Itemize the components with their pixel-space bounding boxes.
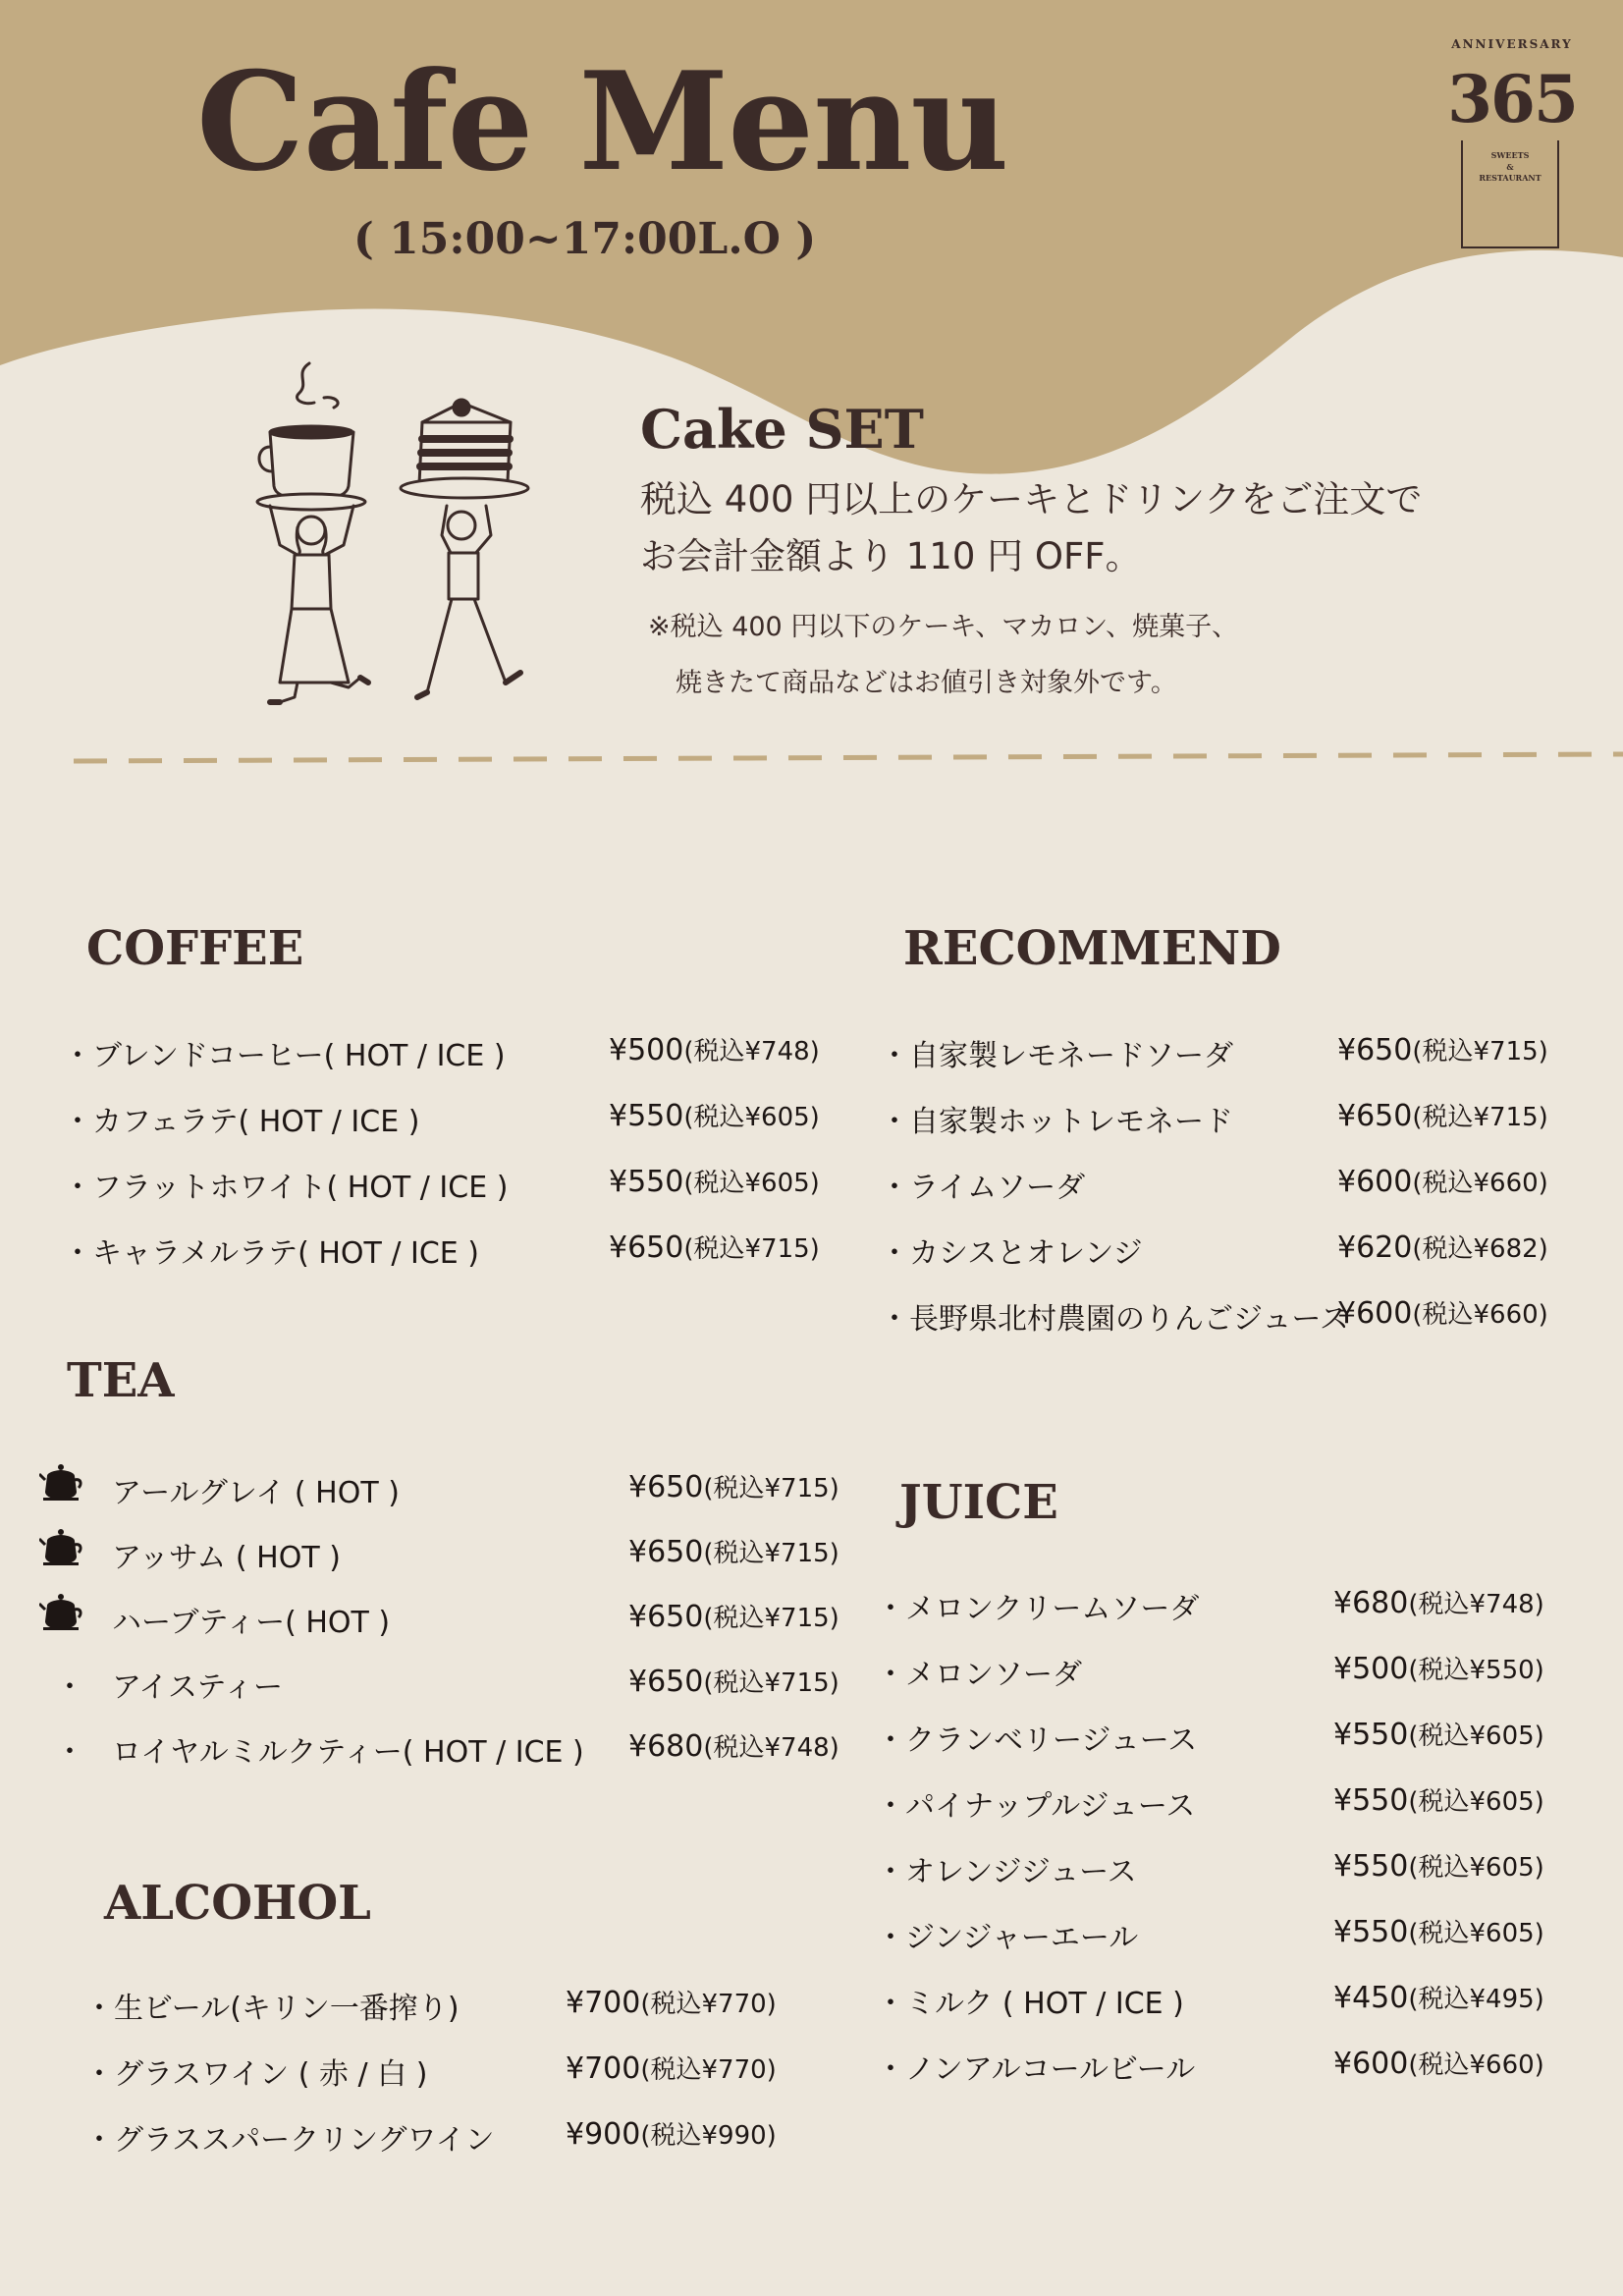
price-tax-included: (税込¥748)	[1408, 1590, 1544, 1619]
price-tax-included: (税込¥682)	[1412, 1234, 1548, 1264]
price-tax-included: (税込¥770)	[640, 1990, 777, 2019]
price-base: ¥650	[1337, 1033, 1413, 1067]
cake-set-line-1: 税込 400 円以上のケーキとドリンクをご注文で	[640, 478, 1423, 520]
price-base: ¥550	[1333, 1783, 1409, 1818]
teapot-icon	[39, 1527, 84, 1566]
menu-item-name: アッサム ( HOT )	[112, 1541, 341, 1575]
price-base: ¥550	[1333, 1718, 1409, 1752]
price-base: ¥680	[628, 1729, 704, 1764]
price-base: ¥600	[1337, 1296, 1413, 1331]
price-tax-included: (税込¥660)	[1412, 1300, 1548, 1330]
menu-item-price	[1333, 1781, 1544, 1818]
recommend-heading: RECOMMEND	[903, 921, 1281, 976]
restaurant-logo	[1443, 37, 1581, 219]
cake-set-title: Cake SET	[640, 398, 924, 461]
price-tax-included: (税込¥748)	[683, 1037, 820, 1066]
menu-item-price	[566, 1984, 777, 2020]
price-tax-included: (税込¥495)	[1408, 1985, 1544, 2014]
menu-item-name: ・グラスワイン ( 赤 / 白 )	[84, 2057, 428, 2092]
menu-item-name: ハーブティー( HOT )	[112, 1606, 391, 1640]
tea-heading: TEA	[67, 1353, 175, 1408]
price-tax-included: (税込¥605)	[1408, 1919, 1544, 1948]
menu-title: Cafe Menu	[196, 41, 1008, 201]
price-base: ¥600	[1333, 2047, 1409, 2081]
teapot-icon	[39, 1592, 84, 1631]
price-base: ¥650	[1337, 1099, 1413, 1133]
cake-set-note-2: 焼きたて商品などはお値引き対象外です。	[676, 668, 1177, 698]
menu-item-name: アールグレイ ( HOT )	[112, 1476, 400, 1510]
logo-line-2: &	[1506, 161, 1514, 172]
menu-item-name: ・ジンジャーエール	[876, 1921, 1139, 1955]
price-tax-included: (税込¥715)	[703, 1604, 839, 1633]
price-base: ¥650	[628, 1665, 704, 1699]
menu-item-price	[1333, 1650, 1544, 1686]
price-base: ¥620	[1337, 1230, 1413, 1265]
menu-item-price	[1337, 1097, 1548, 1133]
menu-item-price	[1333, 2045, 1544, 2081]
people-carrying-coffee-and-cake-illustration	[250, 358, 545, 712]
logo-line-3: RESTAURANT	[1479, 173, 1542, 184]
menu-item-price	[628, 1598, 839, 1634]
menu-item-price	[1333, 1847, 1544, 1884]
alcohol-heading: ALCOHOL	[104, 1876, 371, 1931]
menu-item-name: アイスティー	[112, 1670, 283, 1705]
price-base: ¥550	[1333, 1849, 1409, 1884]
price-base: ¥700	[566, 2051, 641, 2086]
menu-item-price	[628, 1663, 839, 1699]
price-tax-included: (税込¥715)	[1412, 1037, 1548, 1066]
teapot-icon	[39, 1462, 84, 1502]
menu-item-name: ・パイナップルジュース	[876, 1789, 1196, 1824]
menu-item-price	[628, 1533, 839, 1569]
price-tax-included: (税込¥605)	[1408, 1853, 1544, 1883]
coffee-heading: COFFEE	[86, 921, 304, 976]
menu-item-name: ・メロンソーダ	[876, 1658, 1082, 1692]
menu-item-name: ・メロンクリームソーダ	[876, 1592, 1200, 1626]
price-tax-included: (税込¥748)	[703, 1733, 839, 1763]
menu-item-name: ・生ビール(キリン一番搾り)	[84, 1992, 460, 2026]
price-base: ¥680	[1333, 1586, 1409, 1620]
price-base: ¥900	[566, 2117, 641, 2152]
menu-item-price	[1333, 1584, 1544, 1620]
price-base: ¥650	[609, 1230, 684, 1265]
price-tax-included: (税込¥605)	[683, 1169, 820, 1198]
menu-item-name: ・グラススパークリングワイン	[84, 2123, 495, 2158]
price-tax-included: (税込¥715)	[703, 1539, 839, 1568]
price-tax-included: (税込¥605)	[1408, 1722, 1544, 1751]
price-base: ¥650	[628, 1600, 704, 1634]
price-base: ¥550	[609, 1165, 684, 1199]
dashed-divider	[0, 746, 1623, 766]
price-base: ¥650	[628, 1535, 704, 1569]
cake-set-description	[640, 471, 1422, 585]
menu-item-price	[609, 1097, 820, 1133]
price-tax-included: (税込¥715)	[703, 1668, 839, 1698]
price-tax-included: (税込¥660)	[1412, 1169, 1548, 1198]
logo-number: 365	[1447, 61, 1577, 137]
price-tax-included: (税込¥715)	[1412, 1103, 1548, 1132]
menu-item-name: ロイヤルミルクティー( HOT / ICE )	[112, 1735, 584, 1770]
menu-item-price	[566, 2050, 777, 2086]
menu-item-price	[1333, 1716, 1544, 1752]
price-tax-included: (税込¥605)	[1408, 1787, 1544, 1817]
service-hours: ( 15:00~17:00L.O )	[353, 214, 817, 264]
bullet-mark: ・	[55, 1670, 84, 1705]
menu-item-name: ・長野県北村農園のりんごジュース	[880, 1302, 1349, 1337]
price-tax-included: (税込¥770)	[640, 2055, 777, 2085]
price-base: ¥500	[609, 1033, 684, 1067]
price-base: ¥700	[566, 1986, 641, 2020]
cake-set-note	[648, 599, 1238, 711]
menu-item-price	[1333, 1913, 1544, 1949]
menu-item-name: ・カフェラテ( HOT / ICE )	[63, 1105, 420, 1139]
menu-item-price	[628, 1727, 839, 1764]
menu-item-price	[1337, 1031, 1548, 1067]
juice-heading: JUICE	[899, 1475, 1058, 1530]
logo-subtext	[1461, 150, 1559, 185]
menu-item-name: ・自家製レモネードソーダ	[880, 1039, 1233, 1073]
menu-item-price	[609, 1163, 820, 1199]
cake-set-line-2: お会計金額より 110 円 OFF。	[640, 535, 1142, 577]
menu-item-price	[1337, 1163, 1548, 1199]
logo-line-1: SWEETS	[1490, 150, 1530, 160]
price-tax-included: (税込¥550)	[1408, 1656, 1544, 1685]
price-base: ¥550	[609, 1099, 684, 1133]
menu-item-price	[566, 2115, 777, 2152]
menu-item-price	[1333, 1979, 1544, 2015]
price-tax-included: (税込¥990)	[640, 2121, 777, 2151]
menu-item-name: ・ライムソーダ	[880, 1171, 1086, 1205]
price-base: ¥600	[1337, 1165, 1413, 1199]
menu-item-price	[609, 1229, 820, 1265]
menu-item-price	[1337, 1294, 1548, 1331]
menu-item-name: ・フラットホワイト( HOT / ICE )	[63, 1171, 509, 1205]
bullet-mark: ・	[55, 1735, 84, 1770]
menu-item-name: ・ノンアルコールビール	[876, 2052, 1196, 2087]
menu-item-price	[609, 1031, 820, 1067]
menu-item-name: ・自家製ホットレモネード	[880, 1105, 1233, 1139]
price-base: ¥500	[1333, 1652, 1409, 1686]
menu-item-name: ・オレンジジュース	[876, 1855, 1137, 1889]
menu-item-price	[628, 1468, 839, 1504]
price-base: ¥450	[1333, 1981, 1409, 2015]
price-base: ¥650	[628, 1470, 704, 1504]
price-tax-included: (税込¥605)	[683, 1103, 820, 1132]
menu-item-price	[1337, 1229, 1548, 1265]
menu-item-name: ・カシスとオレンジ	[880, 1236, 1143, 1271]
price-tax-included: (税込¥660)	[1408, 2050, 1544, 2080]
menu-item-name: ・ミルク ( HOT / ICE )	[876, 1987, 1184, 2021]
price-tax-included: (税込¥715)	[683, 1234, 820, 1264]
menu-item-name: ・ブレンドコーヒー( HOT / ICE )	[63, 1039, 506, 1073]
menu-item-name: ・キャラメルラテ( HOT / ICE )	[63, 1236, 480, 1271]
price-base: ¥550	[1333, 1915, 1409, 1949]
logo-arc-text: ANNIVERSARY	[1451, 37, 1573, 51]
price-tax-included: (税込¥715)	[703, 1474, 839, 1503]
menu-item-name: ・クランベリージュース	[876, 1723, 1198, 1758]
cake-set-note-1: ※税込 400 円以下のケーキ、マカロン、焼菓子、	[648, 612, 1239, 642]
